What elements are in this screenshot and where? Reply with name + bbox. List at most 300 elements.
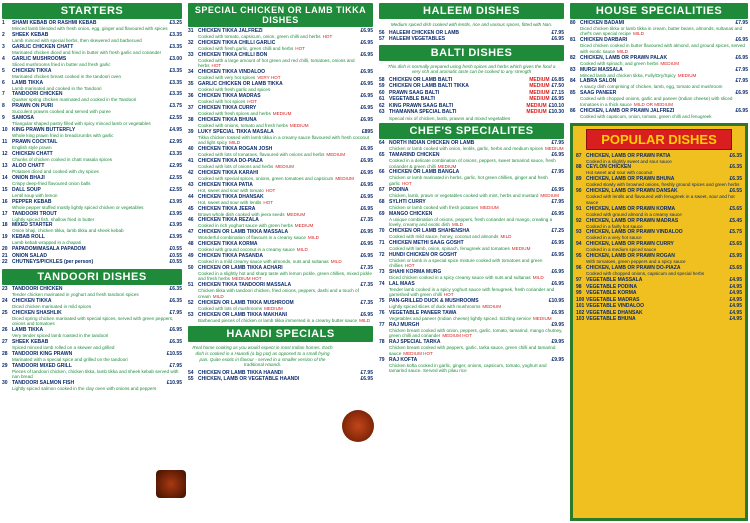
menu-item	[379, 30, 564, 36]
menu-item	[188, 93, 373, 104]
menu-item	[379, 96, 564, 102]
menu-item	[2, 115, 182, 126]
house-header: HOUSE SPECIALITIES	[570, 3, 748, 19]
item-number: 64	[379, 140, 385, 147]
item-number: 31	[188, 28, 194, 34]
item-title: CHICKEN, LAMB OR VEGETABLE HAANDI	[198, 376, 300, 383]
item-description	[570, 84, 748, 89]
balti-note: This dish is normally prepared using fresh spices and herbs which gives the food a very rich and aromatic taste can be cooked to any strength	[387, 63, 556, 75]
item-description-text: Minced lamb and chicken tikka, Fully/Dry/Spicy	[580, 72, 676, 78]
item-description-text: Whole king prawn fried in breadcrumbs with garlic	[12, 133, 114, 139]
haleem-header: HALEEM DISHES	[379, 3, 564, 19]
item-number: 76	[379, 310, 385, 317]
menu-item	[379, 109, 564, 115]
menu-item-row	[188, 376, 373, 382]
item-description-text: Whole pepper stuffed mostly lightly spiced chicken or vegetables	[12, 204, 144, 210]
item-description	[188, 87, 373, 92]
item-description-text: Lamb marinated and cooked in the Tandoori	[12, 85, 102, 91]
item-description-text: Tender lamb cooked in a spicy yoghurt sauce with fenugreek, fresh coriander and garnished with green chilli	[389, 286, 555, 298]
menu-item	[2, 310, 182, 327]
item-title: VEGETABLE BALTI	[389, 96, 435, 103]
item-price: £6.95	[360, 376, 373, 383]
menu-item-row	[379, 109, 564, 115]
item-description	[379, 193, 564, 198]
item-title: MIXED STARTER	[12, 222, 53, 229]
item-price: £6.95	[360, 311, 373, 318]
menu-item-row	[379, 30, 564, 36]
item-description-text: Cooked with mild sauce, honey, coconut and almonds	[389, 233, 499, 239]
item-description-text: Chicken or lamb in a special spice mixture cooked with tomatoes and green chillies	[389, 257, 543, 269]
item-title: GARLIC CHICKEN CHATT	[12, 43, 74, 50]
item-description	[576, 259, 742, 264]
item-number: 63	[379, 109, 385, 116]
item-heat: MILD	[500, 233, 512, 239]
menu-item	[188, 69, 373, 80]
item-description-text: Hot, sweet and sour with tomato	[198, 187, 264, 193]
item-number: 40	[188, 145, 194, 152]
menu-item	[570, 55, 748, 66]
item-price: £6.35	[169, 297, 182, 304]
menu-item	[2, 351, 182, 362]
item-price: £6.95	[360, 253, 373, 260]
menu-item	[379, 83, 564, 89]
item-number: 42	[188, 169, 194, 176]
item-title: TANDOORI TROUT	[12, 210, 57, 217]
item-description-text: Chicken or lamb cooked with fresh potatoes	[389, 204, 479, 210]
item-title: VEGETABLE VINDALOO	[586, 303, 644, 310]
item-number: 83	[570, 66, 576, 73]
menu-item	[576, 218, 742, 229]
item-description	[2, 386, 182, 391]
item-title: CHICKEN TIKKA PASANDA	[198, 253, 263, 260]
haleem-note: Medium spiced dish cooked with lentils, rice and various spices, fitted with Nan.	[390, 22, 553, 27]
item-description-text: Chunks of chicken cooked in chatt masala spices	[12, 156, 113, 162]
item-description-text: Cooked with chopped onions, capsicum and special herbs	[586, 271, 705, 277]
item-number: 43	[188, 181, 194, 188]
item-title: SAMOSA	[12, 115, 34, 122]
item-price: £4.95	[729, 277, 742, 284]
item-price: £7.95	[169, 309, 182, 316]
item-title: LABRA SALON	[580, 78, 617, 85]
item-price: £6.95	[360, 104, 373, 111]
item-number: 6	[2, 79, 5, 86]
item-price: £5.65	[729, 241, 742, 248]
item-title: GARLIC CHICKEN OR LAMB TIKKA	[198, 81, 283, 88]
menu-item	[570, 90, 748, 107]
item-number: 65	[379, 152, 385, 159]
menu-item	[379, 199, 564, 210]
item-price: £10.95	[166, 379, 182, 386]
item-description	[2, 97, 182, 102]
menu-item	[570, 108, 748, 119]
chefs-list	[379, 140, 564, 374]
menu-item	[379, 339, 564, 356]
item-price: £0.55	[169, 252, 182, 259]
item-price: £6.95	[360, 205, 373, 212]
item-title: VEGETABLE DHANSAK	[586, 309, 643, 316]
item-description-text: Chicken breast cooked with peppers, garlic, tarka sauce, green chilli and tamarind sauce	[389, 345, 556, 356]
item-title: PEPPER KEBAB	[12, 198, 52, 205]
item-number: 48	[188, 241, 194, 248]
item-description-text: Cooked with fresh garlic, green chilli and herbs	[198, 45, 294, 51]
item-number: 24	[2, 297, 8, 304]
item-description-text: Diced chicken tikka or lamb tikka in cream, butter beans, almonds, sultanas and chef's own special recipe	[580, 26, 743, 37]
menu-item	[188, 241, 373, 252]
item-price: £3.35	[169, 67, 182, 74]
menu-item	[576, 164, 742, 175]
item-description	[576, 235, 742, 240]
item-description	[188, 306, 373, 311]
item-title: SHEEK KEBAB	[12, 31, 49, 38]
item-price: £2.95	[169, 139, 182, 146]
item-title: CHICKEN TIKKA	[12, 297, 52, 304]
item-description-text: Cooked slowly with browned onions, freshly ground spices and green herbs	[586, 182, 740, 188]
menu-item-row	[576, 303, 742, 309]
menu-item	[188, 117, 373, 128]
item-description	[2, 217, 182, 222]
item-description-text: Cooked with ground coconut in a creamy sauce	[198, 247, 295, 253]
item-price: £6.95	[551, 239, 564, 246]
column-4	[570, 2, 748, 521]
item-description-text: Cooked with fresh spices and herbs	[198, 110, 271, 116]
item-description-text: Cooked with hot spices	[198, 98, 246, 104]
item-title: THAMANNA SPECIAL BALTI	[389, 109, 457, 116]
item-description-text: Cooked with special spices, onions, green tomatoes and capsicum	[198, 175, 334, 181]
item-description-text: Cooked with tomato, capsicum, onion, green chilli and herbs	[198, 34, 321, 39]
item-price: £6.95	[551, 268, 564, 275]
item-description	[2, 145, 182, 150]
item-price: £6.35	[169, 338, 182, 345]
menu-item	[2, 259, 182, 265]
item-price: £3.35	[169, 31, 182, 38]
item-number: 69	[379, 210, 385, 217]
menu-item	[379, 310, 564, 321]
item-description	[188, 111, 373, 116]
item-number: 62	[379, 102, 385, 109]
item-description	[379, 316, 564, 321]
item-price: £6.95	[735, 107, 748, 114]
item-number: 66	[379, 169, 385, 176]
menu-item	[2, 339, 182, 350]
menu-item	[2, 286, 182, 297]
item-description-text: Chicken kofta cooked in garlic, ginger, onions, capsicum, tomato, yoghurt and tamarind sauce. Served with pilau rice	[389, 362, 547, 374]
menu-item	[570, 67, 748, 78]
item-description-text: Hot sweet and sour with coconut	[586, 170, 653, 176]
item-title: CHICKEN, LAMB OR PRAWN BHUNA	[586, 176, 675, 183]
tandoori-list	[2, 286, 182, 392]
item-number: 8	[2, 103, 5, 110]
item-number: 73	[379, 268, 385, 275]
item-price: £10.10	[548, 102, 564, 109]
item-title: RAJ SPECIAL TARKA	[389, 339, 441, 346]
item-description	[188, 123, 373, 128]
balti-header: BALTI DISHES	[379, 45, 564, 61]
item-description	[379, 205, 564, 210]
item-price: £6.95	[735, 90, 748, 97]
item-title: CHICKEN TIKKA KARAHI	[198, 169, 259, 176]
item-title: LUKY SPECIAL TIKKA MASALA	[198, 128, 274, 135]
item-description	[2, 74, 182, 79]
item-heat: MEDIUM HOT	[403, 350, 433, 356]
item-description-text: Chicken or lamb cooked with onion, lentils, garlic, herbs and medium spices	[389, 146, 543, 152]
item-number: 27	[2, 338, 8, 345]
item-description-text: Cooked with ground almond in a creamy sauce	[586, 211, 682, 217]
item-price: £7.95	[735, 78, 748, 85]
item-title: CHICKEN, LAMB OR PRAWN PATIA	[586, 152, 671, 159]
menu-item	[188, 206, 373, 217]
item-title: LAMB TIKKA	[12, 79, 44, 86]
menu-item	[379, 187, 564, 198]
item-description-text: Marinated chicken diced and fried in butter with fresh garlic and coriander	[12, 49, 162, 55]
item-heat: HOT	[295, 45, 305, 51]
item-price: £5.75	[729, 229, 742, 236]
item-number: 19	[2, 234, 8, 241]
item-description	[188, 318, 373, 323]
item-description-text: Cooked with onions, tomato and fresh herbs	[198, 122, 288, 128]
item-number: 82	[570, 54, 576, 61]
item-price: £6.95	[551, 251, 564, 258]
menu-item	[379, 140, 564, 151]
item-number: 32	[188, 39, 194, 46]
item-description-text: Marinated with a special spice and grilled on the tandoori	[12, 356, 128, 362]
item-title: CHICKEN, LAMB OR PRAWN MADRAS	[586, 217, 679, 224]
item-number: 86	[570, 107, 576, 114]
item-heat: MEDIUM	[529, 89, 550, 96]
item-description-text: Cooked with lots of onions and herbs	[198, 163, 274, 169]
item-description	[2, 62, 182, 67]
menu-item-row	[576, 290, 742, 296]
item-price: £5.65	[729, 205, 742, 212]
item-description-text: Lentil soup with lemon	[12, 192, 58, 198]
item-number: 26	[2, 326, 8, 333]
item-title: PAPADOM/MASALA PAPADOM	[12, 246, 86, 253]
item-title: CHICKEN OR LAMB TIKKA HAANDI	[198, 369, 283, 376]
item-description	[188, 135, 373, 146]
item-title: CHICKEN, LAMB OR PRAWN KORMA	[586, 205, 676, 212]
item-title: CHICKEN, LAMB OR PRAWN VINDALOO	[586, 229, 683, 236]
menu-item	[2, 127, 182, 138]
item-description-text: Minced lamb blended with fresh onion, egg, ginger and flavoured with spices	[12, 26, 168, 31]
item-number: 14	[2, 174, 8, 181]
item-price: £3.25	[169, 20, 182, 26]
tandoori-header: TANDOORI DISHES	[2, 269, 182, 285]
item-title: KING PRAWN SAAG BALTI	[389, 102, 454, 109]
item-description-text: Cooked in a slightly hot and sharp taste with lemon pickle, green chillies, mixed pickle and fresh herbs	[198, 271, 372, 282]
item-title: CHICKEN OR LAMB SHAHENSHA	[389, 227, 470, 234]
house-list	[570, 20, 748, 120]
haleem-list	[379, 30, 564, 43]
menu-item	[576, 153, 742, 164]
item-heat: MILD	[532, 274, 544, 280]
item-description	[188, 176, 373, 181]
item-price: £6.95	[360, 51, 373, 58]
item-description-text: A saucy dish comprising of chicken, lamb, egg, tomato and mushroom	[580, 84, 723, 90]
item-description-text: Diced chicken cooked in butter flavoured with almond, and ground spices, served with exotic sauce	[580, 43, 745, 54]
menu-item	[2, 187, 182, 198]
menu-item-row	[2, 246, 182, 252]
item-heat: HOT	[322, 34, 333, 39]
item-price: £0.55	[169, 246, 182, 253]
item-description	[188, 212, 373, 217]
item-title: CHICKEN, LAMB OR PRAWN PALAK	[580, 54, 668, 61]
item-price: £6.35	[169, 285, 182, 292]
item-number: 20	[2, 246, 8, 253]
menu-item	[576, 290, 742, 296]
item-description	[2, 50, 182, 55]
menu-item	[2, 151, 182, 162]
item-title: SHAMI KEBAB OR RASHMI KEBAB	[12, 20, 97, 26]
item-price: £2.95	[169, 162, 182, 169]
item-title: CHICKEN, LAMB OR PRAWN DANSAK	[586, 188, 678, 195]
menu-item-row	[2, 253, 182, 259]
item-title: CHICKEN TIKKA MADRAS	[198, 92, 261, 99]
item-title: CHICKEN TIKKA REZALA	[198, 217, 259, 224]
balti-list	[379, 77, 564, 116]
item-title: CHICKEN TIKKA DO-PIAZA	[198, 157, 263, 164]
item-description-text: Hot, sweet and sour with lentils	[198, 199, 262, 205]
item-description	[2, 333, 182, 338]
item-description	[188, 288, 373, 299]
item-description-text: Diced chicken marinated in mild spices	[12, 303, 92, 309]
item-price: £2.55	[169, 174, 182, 181]
menu-item-row	[379, 36, 564, 42]
item-title: CHICKEN TIKKA VINDALOO	[198, 69, 266, 76]
item-description-text: Cooked in a fairly hot sauce	[586, 223, 643, 229]
item-number: 103	[576, 316, 585, 323]
starters-header: STARTERS	[2, 3, 182, 19]
menu-item	[576, 310, 742, 316]
item-heat: MEDIUM	[660, 60, 680, 66]
menu-item	[188, 158, 373, 169]
menu-item	[188, 376, 373, 382]
item-title: CHICKEN TIKKA CHILLI GARLIC	[198, 39, 276, 46]
item-price: £7.95	[551, 169, 564, 176]
item-price: £6.95	[360, 28, 373, 34]
item-number: 2	[2, 31, 5, 38]
item-description	[570, 114, 748, 119]
item-heat: MEDIUM	[326, 151, 346, 157]
item-title: PRAWN ON PURI	[12, 103, 53, 110]
item-price: £4.95	[729, 316, 742, 323]
item-title: CHICKEN TIKKA PATIA	[198, 181, 253, 188]
item-description-text: Cooked in a slightly sweet and sour sauce	[586, 158, 672, 164]
item-title: LAL MAAS	[389, 280, 415, 287]
item-number: 75	[379, 298, 385, 305]
item-price: £6.95	[360, 181, 373, 188]
item-description-text: Diced spring chicken marinated with special spices, served with green peppers, onions and tomatoes	[12, 315, 174, 326]
item-description-text: English style prawn	[12, 145, 52, 151]
item-number: 9	[2, 115, 5, 122]
item-price: £4.95	[169, 127, 182, 134]
item-number: 91	[576, 205, 582, 212]
item-number: 70	[379, 227, 385, 234]
item-description-text: Pieces of tandoori chicken, chicken tikka, lamb tikka and sheek kebab served with nan bread	[12, 368, 179, 379]
menu-item	[188, 146, 373, 157]
item-description	[570, 73, 748, 78]
item-number: 22	[2, 259, 8, 266]
item-description	[379, 217, 564, 228]
menu-item	[576, 277, 742, 283]
item-price: £7.95	[360, 369, 373, 376]
item-description	[379, 246, 564, 251]
menu-item	[2, 139, 182, 150]
item-description	[576, 224, 742, 229]
menu-item	[379, 36, 564, 42]
item-description	[188, 235, 373, 240]
item-description	[2, 205, 182, 210]
item-description	[2, 133, 182, 138]
item-price: £6.95	[551, 36, 564, 43]
item-number: 81	[570, 37, 576, 44]
item-description-text: Cooked in a medium spiced sauce	[586, 247, 657, 253]
menu-item	[379, 103, 564, 109]
item-heat: MEDIUM	[511, 245, 531, 251]
item-description-text: Brown whole dish cooked with jeera seeds	[198, 211, 285, 217]
item-title: CHICKEN METHI SAAG GOSHT	[389, 239, 464, 246]
menu-item	[379, 281, 564, 298]
item-title: CHICKEN OR LAMB TIKKA MASSALA	[198, 229, 289, 236]
item-description	[188, 200, 373, 205]
item-description-text: A unique combination of onions, peppers, fresh coriander and mango, creating a lovely, creamy and exotic dish	[389, 216, 553, 227]
item-heat: MILD	[359, 317, 371, 323]
item-heat: MILD	[330, 259, 342, 265]
item-number: 94	[576, 241, 582, 248]
item-description	[2, 86, 182, 91]
menu-item	[188, 170, 373, 181]
item-number: 56	[379, 29, 385, 36]
haandi-list	[188, 370, 373, 383]
menu-item	[188, 217, 373, 228]
menu-item	[2, 103, 182, 114]
item-description-text: Vegetables and paneer (Indian cheese) lightly spiced. Sizzling service	[389, 316, 531, 322]
item-heat: MILD	[632, 31, 644, 37]
item-description	[188, 99, 373, 104]
item-title: CHICKEN TIKKA KORMA	[198, 241, 258, 248]
menu-item	[2, 68, 182, 79]
item-price: £6.95	[360, 69, 373, 76]
item-number: 58	[379, 76, 385, 83]
item-title: SAAG PANEER	[580, 90, 617, 97]
item-description	[2, 109, 182, 114]
item-price: £7.95	[551, 198, 564, 205]
item-heat: MEDIUM	[529, 83, 550, 90]
item-number: 38	[188, 116, 194, 123]
item-price: £5.45	[729, 217, 742, 224]
item-number: 16	[2, 198, 8, 205]
menu-item	[188, 282, 373, 299]
item-price: £3.35	[169, 79, 182, 86]
item-description	[379, 146, 564, 151]
item-price: £7.35	[360, 299, 373, 306]
item-description-text: Cooked with chopped onions, garlic and paneer (Indian cheese) with sliced tomatoes in a thick sauce	[580, 96, 733, 107]
item-description	[2, 240, 182, 245]
item-title: RAJ MURGH	[389, 322, 420, 328]
item-title: CHICKEN TIKKA DHANSAK	[198, 193, 264, 200]
item-heat: HOT	[443, 292, 454, 298]
item-heat: MEDIUM HOT	[442, 333, 472, 339]
item-description	[2, 345, 182, 350]
item-price: £6.95	[360, 169, 373, 176]
item-title: TANDOORI CHICKEN	[12, 91, 63, 98]
item-description-text: Barbecued pieces of chicken or lamb tikka immersed in a creamy butter sauce	[198, 317, 358, 323]
menu-item	[2, 234, 182, 245]
item-title: KEBAB ROLL	[12, 234, 45, 241]
menu-item	[2, 363, 182, 380]
item-number: 51	[188, 282, 194, 289]
item-number: 90	[576, 188, 582, 195]
item-heat: MILD	[451, 221, 463, 227]
popular-header: POPULAR DISHES	[586, 129, 732, 150]
